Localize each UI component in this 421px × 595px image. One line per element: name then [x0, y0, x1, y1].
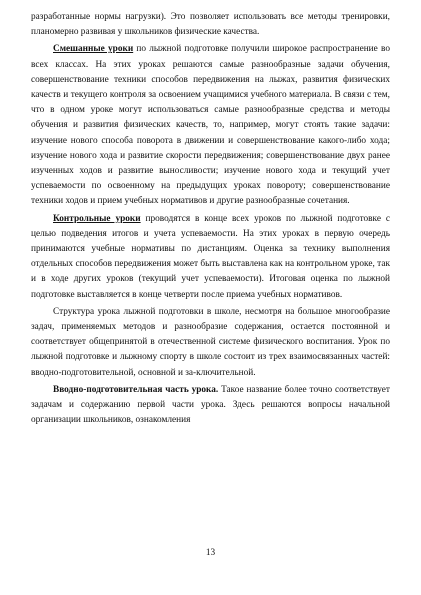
paragraph-lesson-structure-text: Структура урока лыжной подготовки в школе, несмотря на большое многообразие задач, применяемых методов и разнообразие содержания, остается постоянной и соответствует общепринятой в отечественной системе физического воспитания. Урок по лыжной подготовке и лыжному спорту в школе состоит из трех взаимосвязанных частей: вводно-подготовительной, основной и за-ключительной.	[31, 306, 390, 378]
page-number: 13	[205, 548, 216, 558]
paragraph-control-lessons	[31, 212, 390, 303]
paragraph-1-text: разработанные нормы нагрузки). Это позволяет использовать все методы тренировки, планомерно развивая у школьников физические качества.	[31, 12, 390, 38]
paragraph-control-lessons-text: проводятся в конце всех уроков по лыжной подготовке с целью подведения итогов и учета успеваемости. На этих уроках в первую очередь принимаются учебные нормативы по дистанциям. Оценка за технику выполнения отдельных способов передвижения может быть выставлена как на контрольном уроке, так и в ходе других уроков (текущий учет успеваемости). Итоговая оценка по лыжной подготовке выставляется в конце четверти после приема учебных нормативов.	[31, 213, 390, 300]
paragraph-mixed-lessons	[31, 42, 390, 209]
paragraph-lesson-structure	[31, 305, 390, 381]
term-control-lessons: Контрольные уроки	[53, 213, 141, 224]
term-intro-part: Вводно-подготовительная часть урока.	[53, 384, 219, 395]
term-mixed-lessons: Смешанные уроки	[53, 44, 134, 55]
paragraph-intro-part	[31, 383, 390, 429]
paragraph-intro-part-text: Такое название более точно соответствует задачам и содержанию первой части урока. Здесь решаются вопросы начальной организации школьников, ознакомления	[31, 384, 390, 426]
paragraph-1	[31, 10, 390, 40]
paragraph-mixed-lessons-text: по лыжной подготовке получили широкое распространение во всех классах. На этих уроках решаются самые разнообразные задачи обучения, совершенствование техники способов передвижения на лыжах, развития физических качеств и текущего контроля за освоением учащимися учебного материала. В связи с тем, что в одном уроке могут использоваться самые разнообразные средства и методы обучения и развития физических качеств, то, например, могут стоять такие задачи: изучение нового способа поворота в движении и совершенствование какого-либо хода; изучение нового хода и развитие скорости передвижения; совершенствование двух ранее изученных ходов и развитие выносливости; изучение нового хода и текущий учет успеваемости по освоенному на предыдущих уроках повороту; совершенствование техники ходов и прием учебных нормативов и другие разнообразные сочетания.	[31, 44, 390, 207]
